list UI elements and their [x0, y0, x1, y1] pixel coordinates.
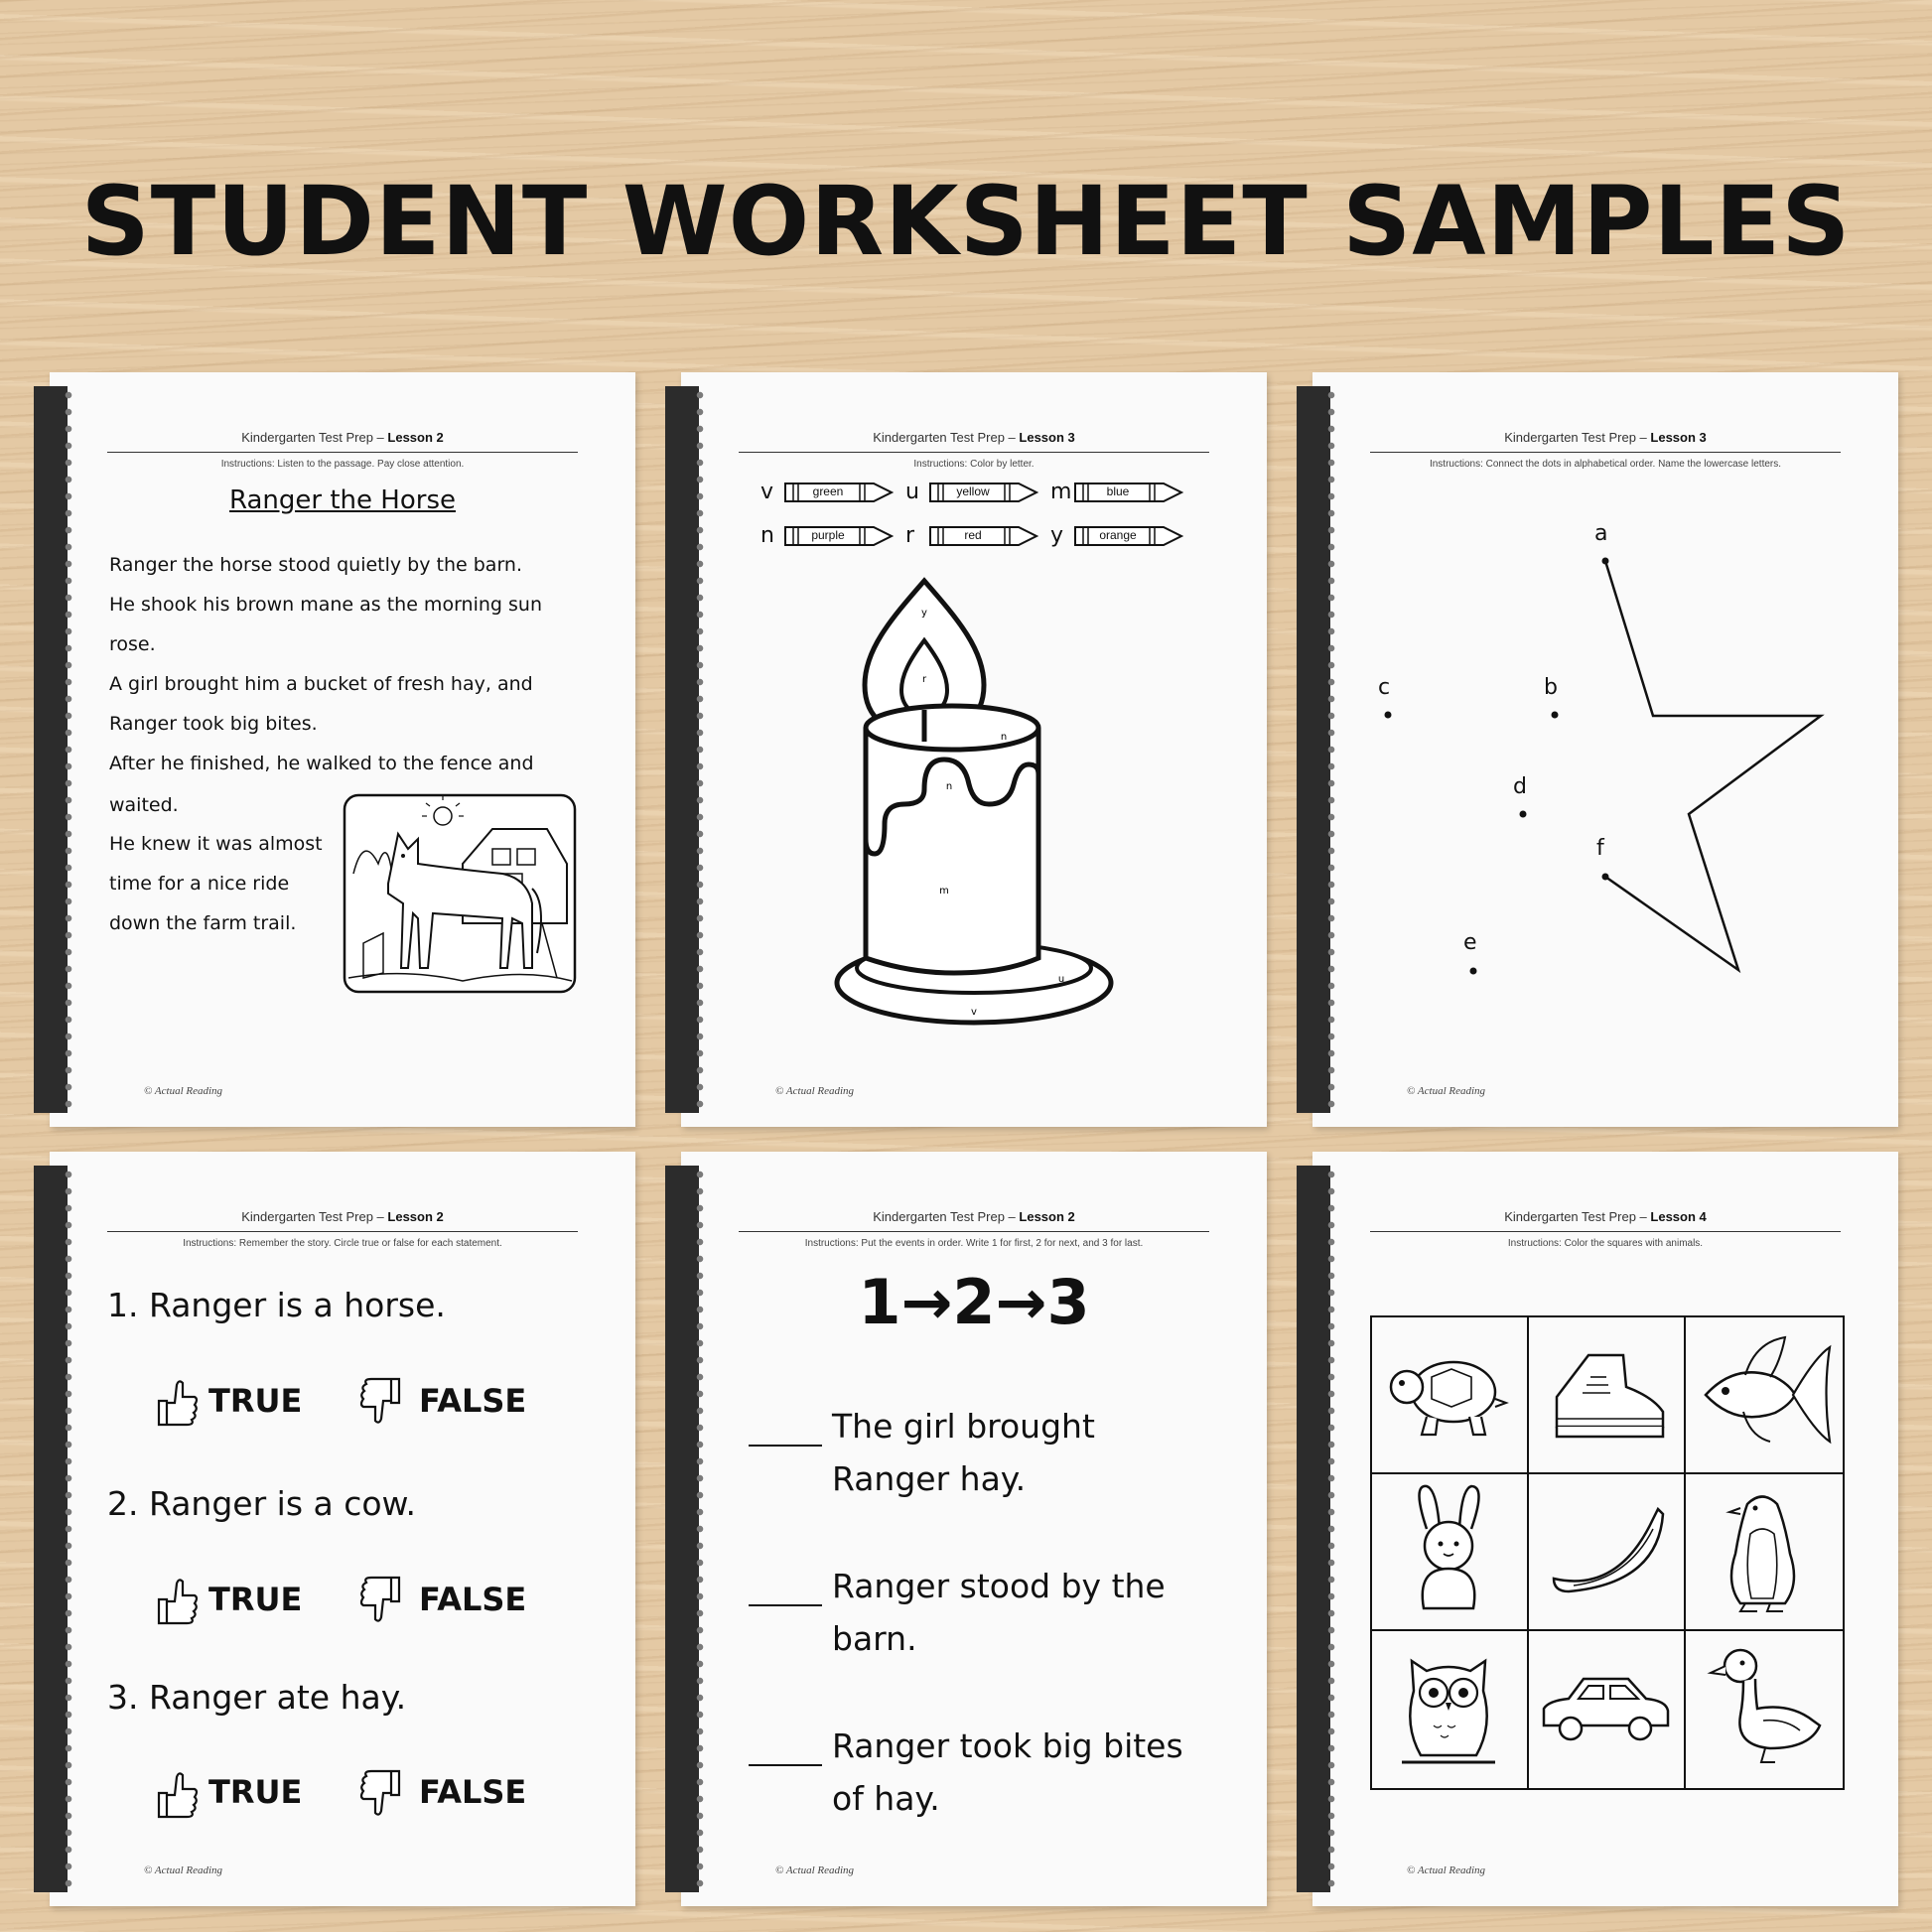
story-line: Ranger the horse stood quietly by the barn. — [109, 554, 523, 576]
dot-label: c — [1378, 675, 1391, 700]
worksheet-animal-grid — [1312, 1152, 1898, 1906]
key-letter: m — [1050, 480, 1072, 504]
dot-label: e — [1463, 930, 1477, 955]
worksheet-color-by-letter — [681, 372, 1267, 1127]
story-line: A girl brought him a bucket of fresh hay, and — [109, 673, 533, 695]
instructions: Instructions: Put the events in order. Write 1 for first, 2 for next, and 3 for last. — [804, 1238, 1144, 1249]
region-letter: r — [921, 674, 927, 685]
banana-icon — [1529, 1474, 1682, 1627]
color-key-row — [760, 480, 1195, 504]
region-letter: v — [971, 1007, 977, 1018]
key-letter: v — [760, 480, 774, 504]
crayon-label: purple — [811, 527, 845, 542]
thumbs-down-icon — [359, 1574, 409, 1627]
copyright: © Actual Reading — [144, 1864, 223, 1876]
sheet-header: Kindergarten Test Prep – Lesson 2 — [739, 1209, 1209, 1232]
car-icon — [1529, 1631, 1682, 1784]
story-line: waited. — [109, 794, 179, 816]
answer-blank[interactable] — [749, 1445, 822, 1447]
key-letter: r — [905, 523, 915, 548]
crayon-label: yellow — [956, 483, 990, 498]
grid-cell[interactable] — [1529, 1474, 1686, 1631]
sheet-header: Kindergarten Test Prep – Lesson 3 — [739, 430, 1209, 453]
story-line: After he finished, he walked to the fence and — [109, 753, 534, 774]
key-letter: n — [760, 523, 774, 548]
crayon-icon — [1074, 525, 1183, 547]
thumbs-up-icon — [149, 1767, 199, 1821]
question: 3. Ranger ate hay. — [107, 1678, 407, 1717]
animal-grid — [1370, 1315, 1845, 1790]
spiral-binding — [1297, 1166, 1336, 1892]
story-line: He knew it was almost — [109, 833, 323, 855]
star-dot-outline — [1312, 372, 1898, 1127]
copyright: © Actual Reading — [1407, 1085, 1486, 1097]
sheet-header: Kindergarten Test Prep – Lesson 2 — [107, 430, 578, 453]
grid-cell[interactable] — [1686, 1631, 1843, 1788]
grid-cell[interactable] — [1372, 1631, 1529, 1788]
dot-label: b — [1544, 675, 1558, 700]
horse-illustration — [344, 794, 576, 993]
grid-cell[interactable] — [1686, 1474, 1843, 1631]
story-line: He shook his brown mane as the morning sun — [109, 594, 542, 616]
answer-blank[interactable] — [749, 1604, 822, 1606]
key-letter: y — [1050, 523, 1064, 548]
thumbs-down-icon — [359, 1375, 409, 1429]
dot-label: f — [1596, 836, 1604, 861]
event-text: Ranger took big bites of hay. — [832, 1726, 1183, 1818]
instructions: Instructions: Remember the story. Circle true or false for each statement. — [183, 1238, 502, 1249]
false-option[interactable]: FALSE — [419, 1773, 527, 1811]
worksheet-story — [50, 372, 635, 1127]
crayon-label: orange — [1099, 527, 1137, 542]
false-option[interactable]: FALSE — [419, 1382, 527, 1420]
penguin-icon — [1686, 1474, 1839, 1627]
sneaker-icon — [1529, 1317, 1682, 1470]
spiral-binding — [34, 1166, 73, 1892]
crayon-icon — [1074, 482, 1183, 503]
crayon-icon — [929, 482, 1038, 503]
answer-blank[interactable] — [749, 1764, 822, 1766]
grid-cell[interactable] — [1372, 1317, 1529, 1474]
event-text: Ranger stood by the barn. — [832, 1567, 1166, 1658]
sheet-header: Kindergarten Test Prep – Lesson 3 — [1370, 430, 1841, 453]
story-line: Ranger took big bites. — [109, 713, 318, 735]
fish-icon — [1686, 1317, 1839, 1470]
grid-cell[interactable] — [1529, 1631, 1686, 1788]
turtle-icon — [1372, 1317, 1525, 1470]
thumbs-up-icon — [149, 1375, 199, 1429]
worksheet-connect-dots — [1312, 372, 1898, 1127]
spiral-binding — [665, 386, 705, 1113]
copyright: © Actual Reading — [1407, 1864, 1486, 1876]
thumbs-down-icon — [359, 1767, 409, 1821]
page-title: STUDENT WORKSHEET SAMPLES — [80, 166, 1852, 277]
region-letter: u — [1057, 974, 1065, 985]
story-line: down the farm trail. — [109, 912, 297, 934]
sheet-header: Kindergarten Test Prep – Lesson 2 — [107, 1209, 578, 1232]
candle-illustration — [830, 571, 1118, 1047]
question: 1. Ranger is a horse. — [107, 1286, 446, 1324]
instructions: Instructions: Listen to the passage. Pay close attention. — [220, 459, 465, 470]
story-line: time for a nice ride — [109, 873, 290, 895]
event-text: The girl brought Ranger hay. — [832, 1407, 1095, 1498]
story-title: Ranger the Horse — [229, 485, 456, 515]
crayon-icon — [784, 525, 894, 547]
grid-cell[interactable] — [1529, 1317, 1686, 1474]
region-letter: n — [1000, 732, 1008, 743]
region-letter: y — [921, 608, 927, 619]
instructions: Instructions: Color by letter. — [913, 459, 1035, 470]
question: 2. Ranger is a cow. — [107, 1484, 416, 1523]
copyright: © Actual Reading — [144, 1085, 223, 1097]
crayon-label: blue — [1106, 483, 1130, 498]
crayon-label: green — [812, 483, 844, 498]
sheet-header: Kindergarten Test Prep – Lesson 4 — [1370, 1209, 1841, 1232]
thumbs-up-icon — [149, 1574, 199, 1627]
bunny-icon — [1372, 1474, 1525, 1627]
true-option[interactable]: TRUE — [208, 1382, 303, 1420]
sequence-heading: 1→2→3 — [858, 1266, 1090, 1338]
story-line: rose. — [109, 633, 156, 655]
worksheet-sequencing — [681, 1152, 1267, 1906]
owl-icon — [1372, 1631, 1525, 1784]
crayon-icon — [929, 525, 1038, 547]
grid-cell[interactable] — [1686, 1317, 1843, 1474]
true-option[interactable]: TRUE — [208, 1773, 303, 1811]
instructions: Instructions: Connect the dots in alphabetical order. Name the lowercase letters. — [1429, 459, 1782, 470]
true-option[interactable]: TRUE — [208, 1581, 303, 1618]
dot-label: a — [1594, 521, 1608, 546]
key-letter: u — [905, 480, 919, 504]
color-key-row — [760, 523, 1195, 548]
worksheet-true-false — [50, 1152, 635, 1906]
region-letter: m — [939, 886, 949, 897]
copyright: © Actual Reading — [775, 1864, 855, 1876]
crayon-icon — [784, 482, 894, 503]
crayon-label: red — [964, 527, 982, 542]
duck-icon — [1686, 1631, 1839, 1784]
copyright: © Actual Reading — [775, 1085, 855, 1097]
dot-label: d — [1513, 774, 1527, 799]
false-option[interactable]: FALSE — [419, 1581, 527, 1618]
region-letter: n — [945, 781, 953, 792]
grid-cell[interactable] — [1372, 1474, 1529, 1631]
instructions: Instructions: Color the squares with animals. — [1507, 1238, 1704, 1249]
